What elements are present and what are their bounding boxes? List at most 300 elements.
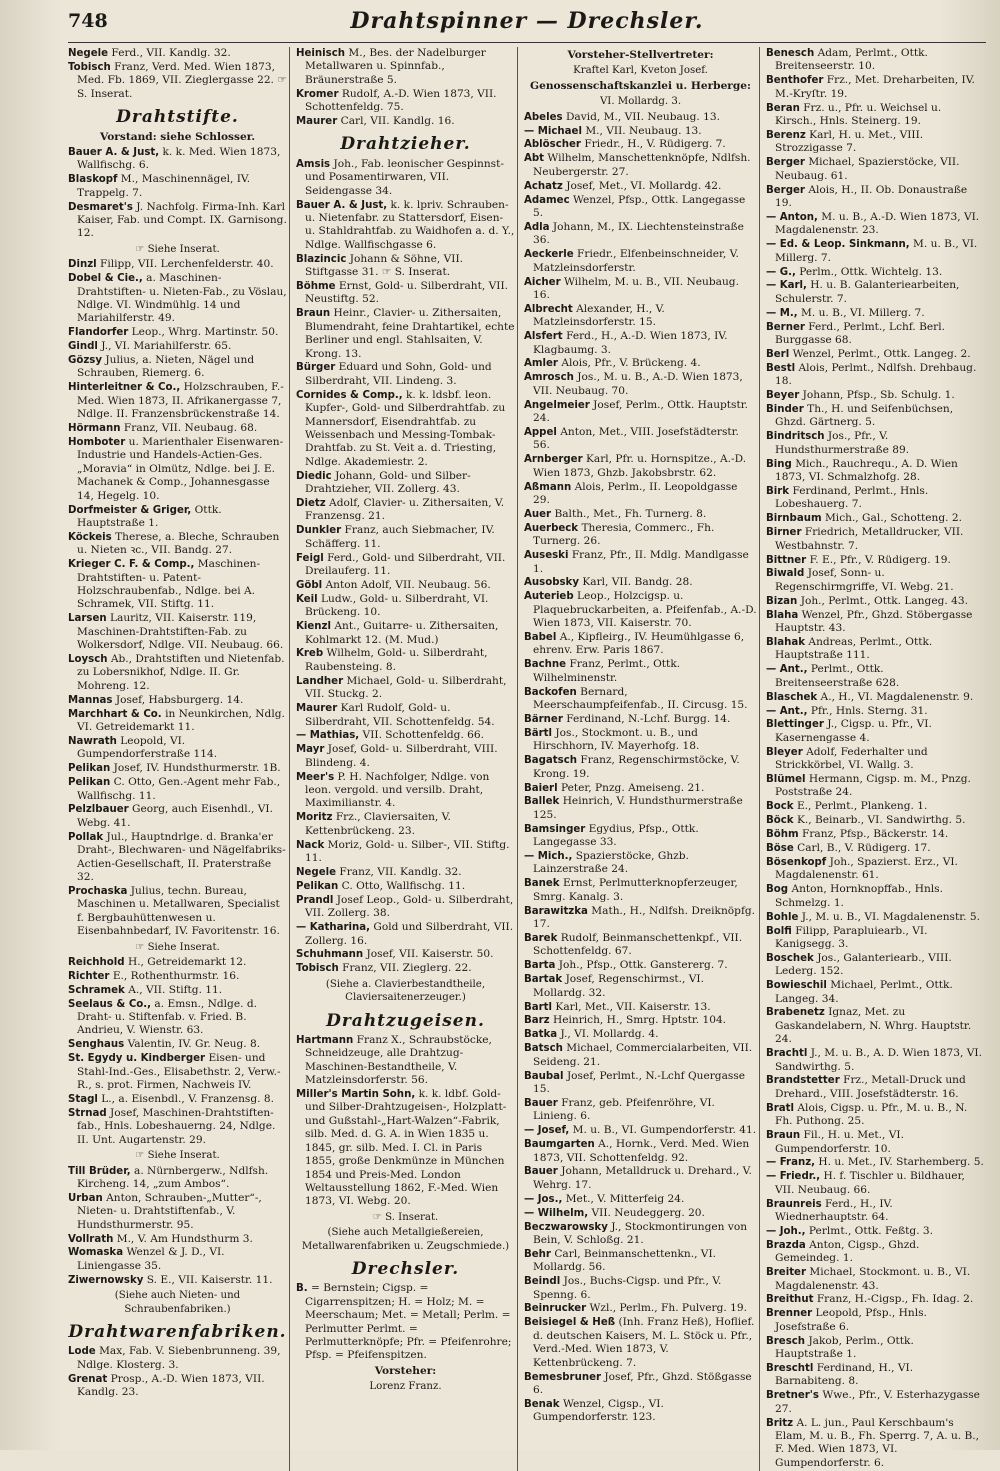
entry-name: Hinterleitner & Co., (68, 382, 181, 394)
directory-entry (524, 1138, 757, 1165)
entry-name: Brachtl (766, 1048, 808, 1060)
entry-details: Friedrich, Metalldrucker, VII. Westbahnstr. 7. (775, 526, 964, 552)
entry-details: Alois, Perlm., II. Leopoldgasse 29. (533, 480, 738, 506)
entry-details: Julius, a. Nieten, Nägel und Schrauben, Riemerg. 6. (77, 354, 255, 380)
entry-details: Karl, VII. Bandg. 28. (582, 576, 693, 589)
entry-details: Wenzel, Pfsp., Ottk. Langegasse 5. (533, 193, 746, 219)
entry-name: Birnbaum (766, 513, 822, 525)
entry-name: Braun (296, 308, 331, 320)
entry-details: Holzschrauben, F.-Med. Wien 1873, II. Afrikanergasse 7, Ndlge. II. Franzensbrückenstraße 14. (77, 381, 284, 421)
entry-details: Ferd., H., IV. Wiednerhauptstr. 64. (775, 1197, 893, 1224)
directory-entry (524, 823, 757, 850)
directory-entry (296, 361, 515, 388)
entry-name: Amrosch (524, 372, 574, 384)
entry-name: Auerbeck (524, 522, 579, 534)
entry-name: Landher (296, 675, 344, 687)
directory-entry (68, 984, 287, 997)
entry-name: Kreb (296, 648, 324, 660)
entry-details: Moriz, Gold- u. Silber-, VII. Stiftg. 11. (305, 838, 510, 865)
entry-name: Braunreis (766, 1198, 822, 1210)
entry-name: Pelikan (68, 777, 111, 789)
directory-entry (68, 1038, 287, 1051)
entry-name: Bauer (524, 1166, 558, 1178)
directory-entry (766, 211, 984, 238)
entry-details: Ludw., Gold- u. Silberdraht, VI. Brückeng. 10. (305, 592, 489, 619)
directory-entry (524, 1275, 757, 1302)
directory-entry (524, 795, 757, 822)
directory-entry (524, 631, 757, 658)
entry-details: H. u. B. Galanteriearbeiten, Schulerstr. 7. (775, 279, 960, 305)
entry-name: Desmaret's (68, 201, 133, 213)
entry-details: Carl, B., V. Rüdigerg. 17. (797, 842, 931, 855)
entry-name: Baierl (524, 782, 558, 794)
entry-details: J., M. u. B., A. D. Wien 1873, VI. Sandwirthg. 5. (775, 1047, 982, 1073)
directory-entry (766, 129, 984, 156)
entry-details: Spazierstöcke, Ghzb. Lainzerstraße 24. (533, 850, 689, 876)
entry-name: Bärtl (524, 727, 553, 739)
entry-details: L., a. Eisenbdl., V. Franzensg. 8. (101, 1092, 274, 1105)
directory-entry (524, 125, 757, 138)
directory-entry (68, 326, 287, 339)
directory-entry (68, 885, 287, 939)
entry-name: Benesch (766, 48, 815, 59)
entry-details: Anton Adolf, VII. Neubaug. 56. (325, 578, 491, 591)
directory-entry (296, 729, 515, 742)
entry-name: Boschek (766, 952, 814, 964)
entry-details: Ferd., VII. Kandlg. 32. (111, 47, 231, 59)
entry-details: = Bernstein; Cigsp. = Cigarrenspitzen; H. = Holz; M. = Meerschaum; Met. = Metall; Perlm. = Perlmutter Perlmt. = Perlmutterknöpfe; Pfr. = Pfeifenrohre; Pfsp. = Pfeifenspitzen. (305, 1282, 512, 1362)
entry-name: Blazincic (296, 253, 347, 265)
entry-name: Blaskopf (68, 174, 118, 186)
entry-details: Heinr., Clavier- u. Zithersaiten, Blumendraht, feine Drahtartikel, echte Berliner und engl. Stahlsaiten, V. Krong. 13. (305, 307, 515, 360)
directory-entry (68, 201, 287, 241)
entry-details: Josef, Gold- u. Silberdraht, VIII. Blindeng. 4. (305, 743, 498, 769)
directory-entry (766, 156, 984, 183)
entry-details: Ferd., H., A.-D. Wien 1873, IV. Klagbaumg. 3. (533, 330, 728, 356)
directory-entry (68, 531, 287, 558)
entry-name: Bemesbruner (524, 1371, 602, 1383)
entry-name: Berger (766, 184, 805, 196)
entry-details: Joh., Spazierst. Erz., VI. Magdalenenstr. 61. (775, 855, 958, 882)
entry-details: Wenzel, Cigsp., VI. Gumpendorferstr. 123. (533, 1397, 664, 1424)
entry-details: Ferd., Perlmt., Lchf. Berl. Burggasse 68. (775, 320, 945, 347)
entry-details: Ferdinand, N.-Lchf. Burgg. 14. (566, 713, 731, 725)
entry-name: Adla (524, 221, 550, 233)
entry-details: Max, Fab. V. Siebenbrunneng. 39, Ndlge. Klosterg. 3. (77, 1345, 281, 1371)
directory-entry (766, 526, 984, 553)
entry-name: Loysch (68, 653, 108, 665)
entry-details: E., Perlmt., Plankeng. 1. (796, 800, 928, 813)
entry-name: Brenner (766, 1308, 813, 1320)
entry-name: Schramek (68, 984, 125, 996)
entry-name: Diedic (296, 470, 332, 482)
entry-name: Senghaus (68, 1039, 125, 1051)
directory-entry (766, 238, 984, 265)
column-3 (524, 47, 760, 1471)
directory-entry (524, 1302, 757, 1315)
entry-name: Brabenetz (766, 1007, 825, 1019)
directory-entry (766, 184, 984, 211)
entry-details: C. Otto, Gen.-Agent mehr Fab., Wallfischg. 11. (77, 776, 281, 802)
directory-entry (524, 508, 757, 521)
entry-name: Richter (68, 970, 110, 982)
entry-details: k. k. ldsbf. leon. Kupfer-, Gold- und Silberdrahtfab. zu Mannersdorf, Eisendrahtfab. zu Weissenbach und Messing-Tombak-Drahtfab. zu St. Veit a. d. Triesting, Ndlge. Akademiestr. 2. (305, 388, 506, 468)
entry-details: Wilhelm, Gold- u. Silberdraht, Raubensteing. 8. (305, 647, 488, 673)
directory-entry (766, 348, 984, 361)
entry-name: Barek (524, 933, 558, 944)
entry-name: Blaha (766, 609, 799, 621)
entry-name: Tobisch (296, 963, 339, 975)
entry-details: Ferd., Gold- und Silberdraht, VII. Dreilauferg. 11. (305, 551, 506, 578)
directory-entry (766, 1389, 984, 1416)
entry-details: Leop., Whrg. Martinstr. 50. (131, 326, 279, 339)
directory-entry (766, 1225, 984, 1238)
entry-details: Franz, VII. Kandlg. 32. (339, 865, 462, 878)
entry-details: E., Rothenthurmstr. 16. (112, 969, 240, 982)
entry-details: Perlm., Ottk. Wichtelg. 13. (799, 265, 943, 278)
entry-name: Pollak (68, 831, 104, 843)
entry-name: Auterieb (524, 591, 574, 603)
entry-name: Blaschek (766, 691, 818, 703)
directory-entry (68, 708, 287, 735)
directory-entry (524, 590, 757, 630)
directory-entry (524, 1165, 757, 1192)
entry-details: Michael, Stockmont. u. B., VI. Magdalenenstr. 43. (775, 1266, 971, 1292)
directory-entry (766, 307, 984, 320)
directory-entry (524, 1042, 757, 1069)
entry-name: Pelzlbauer (68, 804, 129, 816)
entry-name: Reichhold (68, 956, 125, 968)
entry-details: Jos., M. u. B., A.-D. Wien 1873, VII. Neubaug. 70. (533, 371, 743, 397)
entry-details: M., Maschinennägel, IV. Trappelg. 7. (77, 173, 251, 199)
entry-details: Balth., Met., Fh. Turnerg. 8. (554, 507, 707, 520)
entry-name: Larsen (68, 613, 107, 625)
directory-entry (296, 647, 515, 674)
directory-entry (766, 911, 984, 924)
entry-details: Friedr., H., V. Rüdigerg. 7. (584, 138, 726, 151)
directory-entry (296, 702, 515, 729)
entry-details: Rudolf, A.-D. Wien 1873, VII. Schottenfeldg. 75. (305, 87, 497, 114)
entry-name: Dietz (296, 498, 326, 509)
entry-name: Birner (766, 527, 802, 539)
entry-details: Joh., Pfsp., Ottk. Ganstererg. 7. (558, 959, 728, 972)
entry-name: Bock (766, 801, 794, 813)
entry-details: Josef Leop., Gold- u. Silberdraht, VII. Zollerg. 38. (305, 893, 514, 920)
directory-entry (68, 272, 287, 326)
directory-entry (766, 800, 984, 813)
entry-details: Wenzel, Pfr., Ghzd. Stöbergasse Hauptstr. 43. (775, 608, 973, 635)
entry-name: Bestl (766, 362, 796, 374)
entry-name: Biwald (766, 568, 805, 580)
entry-details: Filipp, VII. Lerchenfelderstr. 40. (100, 258, 274, 271)
directory-entry (68, 1246, 287, 1273)
entry-name: B. (296, 1283, 308, 1295)
directory-entry (524, 686, 757, 713)
entry-name: Beczwarowsky (524, 1221, 608, 1233)
directory-entry (296, 894, 515, 921)
note-text: (Siehe auch Metallgießereien, Metallwarenfabriken u. Zeugschmiede.) (301, 1227, 510, 1252)
entry-details: Ferdinand, H., VI. Barnabiteng. 8. (775, 1362, 914, 1388)
entry-name: Bing (766, 458, 792, 470)
entry-details: Franz, H.-Cigsp., Fh. Idag. 2. (816, 1293, 974, 1306)
entry-name: Auseski (524, 550, 569, 562)
entry-details: Frz., Met. Dreharbeiten, IV. M.-Kryſtr. 19. (775, 74, 975, 100)
directory-entry (524, 522, 757, 549)
section-heading: Drahtzugeisen. (326, 1010, 485, 1031)
entry-name: Keil (296, 593, 318, 605)
entry-details: Jos., Galanteriearb., VIII. Lederg. 152. (775, 951, 952, 978)
entry-details: Carl, VII. Kandlg. 16. (340, 115, 455, 128)
directory-entry (766, 1170, 984, 1197)
directory-entry (68, 61, 287, 101)
entry-details: Peter, Pnzg. Ameiseng. 21. (560, 781, 705, 794)
entry-name: Dinzl (68, 259, 97, 271)
entry-name: Albrecht (524, 303, 573, 315)
entry-details: Anton, Hornknopffab., Hnls. Schmelzg. 1. (775, 883, 943, 909)
entry-details: Jos., Stockmont. u. B., und Hirschhorn, IV. Mayerhofg. 18. (533, 726, 700, 753)
entry-name: Bog (766, 884, 789, 896)
entry-details: Karl, Met., VII. Kaiserstr. 13. (555, 1000, 711, 1013)
directory-entry (524, 481, 757, 508)
directory-entry (524, 152, 757, 179)
directory-entry (766, 266, 984, 279)
entry-details: Theresia, Commerc., Fh. Turnerg. 26. (533, 521, 715, 548)
entry-details: Perlmt., Ottk. Feßtg. 3. (808, 1224, 934, 1237)
directory-entry (766, 1129, 984, 1156)
directory-entry (524, 1398, 757, 1425)
entry-name: Beisiegel & Heß (524, 1317, 616, 1329)
directory-entry (68, 612, 287, 652)
entry-name: Appel (524, 426, 557, 438)
directory-entry (68, 504, 287, 531)
entry-name: — Anton, (766, 211, 818, 223)
entry-details: Franz, Pfsp., Bäckerstr. 14. (802, 828, 949, 841)
entry-details: Josef, Perlmt., N.-Lchf Quergasse 15. (533, 1069, 746, 1095)
entry-details: M., Bes. der Nadelburger Metallwaren u. Spinnfab., Bräunerstraße 5. (305, 47, 486, 86)
directory-entry (296, 497, 515, 524)
entry-name: — Josef, (524, 1125, 570, 1137)
directory-entry (766, 595, 984, 608)
entry-name: Amler (524, 358, 558, 370)
directory-entry (296, 811, 515, 838)
directory-entry (68, 1345, 287, 1372)
entry-name: Göbl (296, 579, 323, 591)
entry-details: C. Otto, Wallfischg. 11. (341, 879, 466, 892)
entry-name: Breithut (766, 1294, 814, 1306)
entry-name: Bauer A. & Just, (296, 199, 388, 211)
directory-entry (766, 554, 984, 567)
entry-name: Adamec (524, 194, 570, 206)
entry-details: Johann, M., IX. Liechtensteinstraße 36. (533, 220, 744, 247)
entry-details: K., Beinarb., VI. Sandwirthg. 5. (796, 814, 966, 827)
directory-entry (766, 1198, 984, 1225)
entry-name: Benak (524, 1398, 560, 1410)
directory-entry (524, 754, 757, 781)
entry-name: Krieger C. F. & Comp., (68, 559, 195, 571)
entry-details: A., Kipfleirg., IV. Heumühlgasse 6, ehrenv. Erw. Paris 1867. (533, 631, 745, 657)
directory-entry (296, 280, 515, 307)
directory-entry (766, 609, 984, 636)
entry-name: Schuhmann (296, 949, 364, 961)
entry-name: Bretner's (766, 1390, 819, 1402)
directory-entry (68, 381, 287, 421)
entry-name: Bohle (766, 911, 799, 923)
entry-name: Prandl (296, 894, 334, 906)
section-heading: Drahtstifte. (116, 107, 239, 128)
entry-name: Breschtl (766, 1363, 814, 1374)
entry-name: Flandorfer (68, 327, 129, 339)
entry-name: Berl (766, 348, 790, 360)
entry-details: Alexander, H., V. Matzleinsdorferstr. 15. (533, 302, 665, 329)
entry-details: Franz, VII. Neubaug. 68. (123, 422, 258, 435)
entry-details: H., Getreidemarkt 12. (127, 955, 247, 968)
directory-entry (296, 524, 515, 551)
directory-entry (524, 276, 757, 303)
directory-entry (68, 173, 287, 200)
entry-name: Till Brüder, (68, 1165, 131, 1177)
entry-details: Josef, IV. Hundsthurmerstr. 1B. (113, 762, 281, 775)
directory-entry (68, 1192, 287, 1232)
entry-name: Blahak (766, 636, 806, 648)
entry-details: Alois, H., II. Ob. Donaustraße 19. (775, 183, 968, 209)
directory-entry (68, 146, 287, 173)
directory-entry (766, 1307, 984, 1334)
entry-name: Gözsy (68, 355, 102, 367)
entry-details: Hermann, Cigsp. m. M., Pnzg. Poststraße 24. (775, 773, 971, 799)
sub-heading: Genossenschaftskanzlei u. Herberge: (530, 79, 751, 92)
directory-entry (766, 485, 984, 512)
entry-details: J. Nachfolg. Firma-Inh. Karl Kaiser, Fab. und Compt. IX. Garnisong. 12. (77, 200, 287, 240)
page-number: 748 (68, 10, 108, 32)
entry-name: — Friedr., (766, 1171, 821, 1183)
entry-name: Bamsinger (524, 823, 586, 835)
directory-entry (766, 362, 984, 389)
directory-entry (524, 399, 757, 426)
entry-name: Maurer (296, 703, 338, 715)
entry-details: Jakob, Perlm., Ottk. Hauptstraße 1. (775, 1334, 914, 1361)
directory-entry (524, 850, 757, 877)
directory-entry (68, 694, 287, 707)
entry-details: Ernst, Perlmutterknopferzeuger, Smrg. Kanalg. 3. (533, 877, 738, 903)
entry-details: Carl, Beinmanschettenkn., VI. Mollardg. 56. (533, 1247, 717, 1274)
directory-entry (68, 436, 287, 503)
entry-name: Benthofer (766, 75, 824, 87)
entry-details: Alois, Pfr., V. Brückeng. 4. (561, 357, 701, 370)
entry-details: Heinrich, H., Smrg. Hptstr. 104. (552, 1014, 727, 1027)
directory-entry (524, 1028, 757, 1041)
entry-details: Fil., H. u. Met., VI. Gumpendorferstr. 10. (775, 1129, 904, 1155)
directory-entry (766, 663, 984, 690)
entry-details: Th., H. und Seifenbüchsen, Ghzd. Gärtnerg. 5. (775, 403, 954, 429)
entry-details: Josef, Habsburgerg. 14. (115, 693, 244, 706)
entry-details: Alois, Cigsp. u. Pfr., M. u. B., N. Fh. Puthong. 25. (775, 1101, 968, 1128)
directory-entry (68, 970, 287, 983)
directory-entry (766, 1047, 984, 1074)
entry-details: Frz., Metall-Druck und Drehard., VIII. Josefstädterstr. 16. (775, 1074, 966, 1100)
directory-entry (524, 194, 757, 221)
column-1 (68, 47, 290, 1471)
directory-entry (766, 828, 984, 841)
directory-entry (766, 321, 984, 348)
entry-name: Breiter (766, 1267, 806, 1279)
entry-details: Gold und Silberdraht, VII. Zollerg. 16. (305, 921, 514, 947)
directory-entry (296, 199, 515, 253)
directory-entry (296, 771, 515, 811)
entry-name: — Mathias, (296, 730, 360, 742)
entry-details: Franz X., Schraubstöcke, Schneidzeuge, alle Drahtzug-Maschinen-Bestandtheile, V. Matzleinsdorferstr. 56. (305, 1033, 492, 1087)
entry-name: Auer (524, 508, 552, 520)
directory-entry (524, 248, 757, 275)
directory-entry (524, 932, 757, 959)
entry-name: Meer's (296, 771, 335, 783)
entry-name: Nack (296, 839, 325, 851)
entry-name: Kromer (296, 88, 339, 100)
entry-details: Mich., Gal., Schotteng. 2. (824, 512, 962, 525)
directory-entry (524, 1001, 757, 1014)
entry-details: Franz, Perlmt., Ottk. Wilhelminenstr. (533, 658, 681, 684)
directory-entry (766, 1239, 984, 1266)
directory-entry (524, 658, 757, 685)
section-heading: Drahtwarenfabriken. (68, 1321, 287, 1342)
directory-entry (766, 1156, 984, 1169)
directory-entry (524, 1097, 757, 1124)
entry-details: Met., V. Mitterfeig 24. (565, 1192, 685, 1205)
directory-entry (524, 1248, 757, 1275)
entry-details: Ferdinand, Perlmt., Hnls. Lobeshauerg. 7. (775, 485, 929, 511)
entry-name: Banek (524, 878, 560, 890)
entry-details: Josef, Pfr., Ghzd. Stößgasse 6. (533, 1370, 752, 1396)
entry-name: Braun (766, 1130, 801, 1142)
directory-entry (766, 856, 984, 883)
directory-entry (524, 1014, 757, 1027)
entry-details: S. E., VII. Kaiserstr. 11. (146, 1273, 273, 1286)
entry-name: Tobisch (68, 61, 111, 73)
entry-name: Amsis (296, 158, 331, 170)
directory-entry (68, 340, 287, 353)
entry-details: M., VII. Neubaug. 13. (585, 124, 702, 137)
entry-details: M. u. B., A.-D. Wien 1873, VI. Magdalenenstr. 23. (775, 210, 980, 237)
entry-name: Nawrath (68, 735, 117, 747)
directory-entry (766, 979, 984, 1006)
directory-entry (68, 831, 287, 885)
entry-details: M., V. Am Hundsthurm 3. (116, 1232, 253, 1245)
directory-entry (766, 1074, 984, 1101)
entry-name: Abt (524, 153, 545, 165)
entry-name: Lode (68, 1346, 96, 1358)
entry-name: Grenat (68, 1373, 108, 1385)
entry-name: Bleyer (766, 746, 803, 758)
entry-details: Perlmt., Ottk. Breitenseerstraße 628. (775, 663, 900, 689)
entry-details: Ottk. Hauptstraße 1. (77, 503, 222, 529)
entry-details: Mich., Rauchrequ., A. D. Wien 1873, VI. Schmalzhofg. 28. (775, 457, 958, 484)
entry-name: Feigl (296, 552, 324, 564)
entry-name: Seelaus & Co., (68, 998, 152, 1010)
entry-name: Böse (766, 843, 794, 855)
entry-name: Achatz (524, 180, 563, 192)
directory-entry (524, 905, 757, 932)
directory-entry (296, 158, 515, 198)
entry-details: J., VI. Mollardg. 4. (560, 1028, 659, 1041)
entry-name: Böck (766, 815, 794, 827)
entry-name: Abeles (524, 111, 563, 123)
entry-name: — Mich., (524, 851, 573, 863)
entry-name: Böhme (296, 281, 336, 292)
entry-name: Bindritsch (766, 431, 825, 443)
entry-name: Bauer A. & Just, (68, 146, 160, 158)
directory-entry (68, 558, 287, 612)
entry-name: Bizan (766, 595, 798, 607)
directory-entry (766, 1335, 984, 1362)
